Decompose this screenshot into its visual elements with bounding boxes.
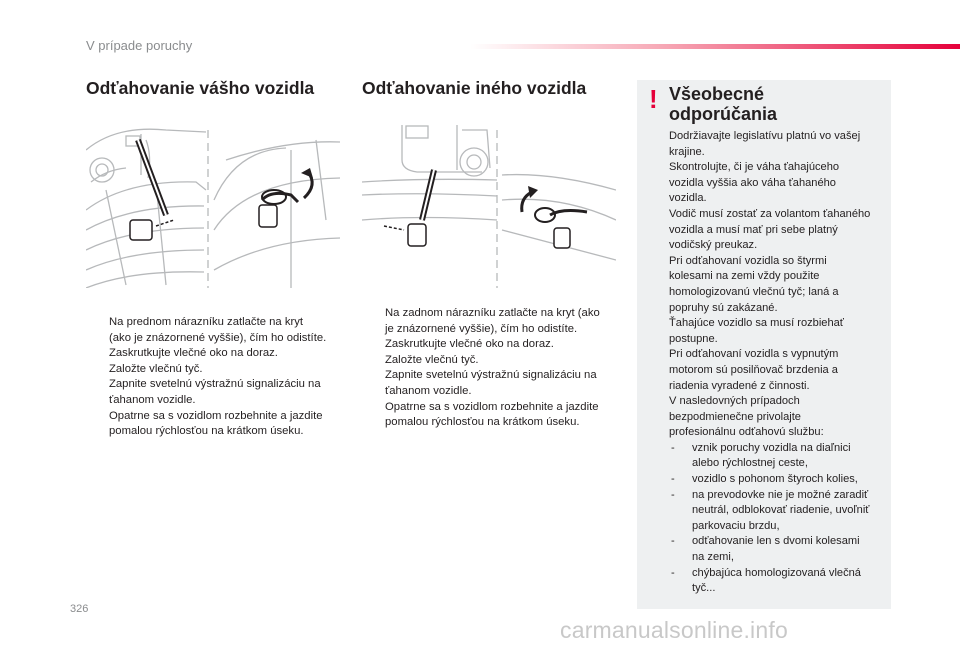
tip-line: Skontrolujte, či je váha ťahajúceho xyxy=(669,161,840,174)
tip-line: krajine. xyxy=(669,145,705,158)
page-number: 326 xyxy=(70,603,89,615)
header-accent-bar xyxy=(470,44,960,49)
tip-line: Pri odťahovaní vozidla so štyrmi xyxy=(669,254,827,267)
tip-line: popruhy sú zakázané. xyxy=(669,301,778,314)
list-item xyxy=(86,346,344,362)
tip-line: kolesami na zemi vždy použite xyxy=(669,270,820,283)
step-line: Na zadnom nárazníku zatlačte na kryt (ako xyxy=(385,307,600,319)
step-line: Opatrne sa s vozidlom rozbehnite a jazdite xyxy=(385,400,599,413)
tip-paragraph xyxy=(669,394,891,441)
tip-line: motorom sú posilňovač brzdenia a xyxy=(669,363,838,376)
step-line: je znázornené vyššie), čím ho odistíte. xyxy=(385,322,578,335)
tip-line: Ťahajúce vozidlo sa musí rozbiehať xyxy=(669,317,844,330)
tip-line: na prevodovke nie je možné zaradiť xyxy=(692,488,869,501)
tip-line: vozidlo s pohonom štyroch kolies, xyxy=(692,473,858,486)
tip-line: neutrál, odblokovať riadenie, uvoľniť xyxy=(692,504,870,517)
front-tow-eye-diagram xyxy=(86,120,340,288)
step-line: (ako je znázornené vyššie), čím ho odistíte. xyxy=(109,331,327,344)
tip-line: Pri odťahovaní vozidla s vypnutým xyxy=(669,348,839,361)
list-item xyxy=(669,441,891,472)
step-line: Zaskrutkujte vlečné oko na doraz. xyxy=(109,347,278,360)
step-line: Založte vlečnú tyč. xyxy=(385,353,479,366)
list-item xyxy=(669,566,891,597)
tip-line: bezpodmienečne privolajte xyxy=(669,410,801,423)
tip-line: postupne. xyxy=(669,332,718,345)
section-title: V prípade poruchy xyxy=(86,38,193,53)
tip-paragraph xyxy=(669,347,891,394)
list-item xyxy=(86,315,344,346)
tip-line: vozidla a musí mať pri sebe platný xyxy=(669,223,838,236)
tip-paragraph xyxy=(669,129,891,160)
step-line: ťahanom vozidle. xyxy=(109,393,196,406)
list-item xyxy=(362,353,624,369)
tip-line: vozidla vyššia ako váha ťahaného xyxy=(669,176,836,189)
dash-bullet: - xyxy=(671,566,675,579)
list-item xyxy=(669,534,891,565)
tip-paragraph xyxy=(669,316,891,347)
tip-box-body xyxy=(669,129,891,597)
list-item xyxy=(669,472,891,488)
tip-line: Vodič musí zostať za volantom ťahaného xyxy=(669,207,871,220)
rear-tow-eye-diagram xyxy=(362,120,616,288)
tip-line: alebo rýchlostnej ceste, xyxy=(692,457,808,470)
tip-line: homologizovanú vlečnú tyč; laná a xyxy=(669,285,839,298)
step-line: ťahanom vozidle. xyxy=(385,384,472,397)
step-line: Na prednom nárazníku zatlačte na kryt xyxy=(109,316,304,328)
list-item xyxy=(362,306,624,337)
dash-bullet: - xyxy=(671,488,675,501)
tip-paragraph xyxy=(669,160,891,207)
tip-paragraph xyxy=(669,254,891,316)
step-line: pomalou rýchlosťou na krátkom úseku. xyxy=(385,416,580,429)
tow-service-cases-list xyxy=(669,441,891,597)
list-item xyxy=(669,488,891,535)
watermark: carmanualsonline.info xyxy=(560,617,788,643)
tip-box-title xyxy=(669,84,777,124)
step-line: pomalou rýchlosťou na krátkom úseku. xyxy=(109,425,304,438)
list-item xyxy=(86,362,344,378)
list-item xyxy=(362,400,624,431)
tip-line: riadenia vyradené z činnosti. xyxy=(669,379,810,392)
tip-line: na zemi, xyxy=(692,551,734,564)
dash-bullet: - xyxy=(671,473,675,486)
list-item xyxy=(86,409,344,440)
step-line: Opatrne sa s vozidlom rozbehnite a jazdite xyxy=(109,409,323,422)
tip-line: vodičský preukaz. xyxy=(669,239,758,252)
dash-bullet: - xyxy=(671,441,675,454)
tip-line: chýbajúca homologizovaná vlečná xyxy=(692,566,861,579)
warning-exclamation-icon: ! xyxy=(649,84,658,114)
tip-paragraph xyxy=(669,207,891,254)
tip-line: vozidla. xyxy=(669,192,707,205)
left-column-title: Odťahovanie vášho vozidla xyxy=(86,78,315,98)
general-recommendations-box xyxy=(637,80,891,609)
list-item xyxy=(362,368,624,399)
middle-column-title: Odťahovanie iného vozidla xyxy=(362,78,587,98)
list-item xyxy=(362,337,624,353)
list-item xyxy=(86,377,344,408)
step-line: Zapnite svetelnú výstražnú signalizáciu na xyxy=(109,378,321,391)
dash-bullet: - xyxy=(671,535,675,548)
tip-line: V nasledovných prípadoch xyxy=(669,395,800,408)
tip-title-line: odporúčania xyxy=(669,104,778,124)
step-line: Zaskrutkujte vlečné oko na doraz. xyxy=(385,338,554,351)
tip-line: profesionálnu odťahovú službu: xyxy=(669,426,824,439)
tip-line: tyč... xyxy=(692,582,716,595)
step-line: Založte vlečnú tyč. xyxy=(109,362,203,375)
tip-title-line: Všeobecné xyxy=(669,84,765,104)
tip-line: odťahovanie len s dvomi kolesami xyxy=(692,535,860,548)
tip-line: parkovaciu brzdu, xyxy=(692,519,780,532)
tip-line: vznik poruchy vozidla na diaľnici xyxy=(692,441,851,454)
tip-line: Dodržiavajte legislatívu platnú vo vašej xyxy=(669,130,861,142)
step-line: Zapnite svetelnú výstražnú signalizáciu na xyxy=(385,369,597,382)
